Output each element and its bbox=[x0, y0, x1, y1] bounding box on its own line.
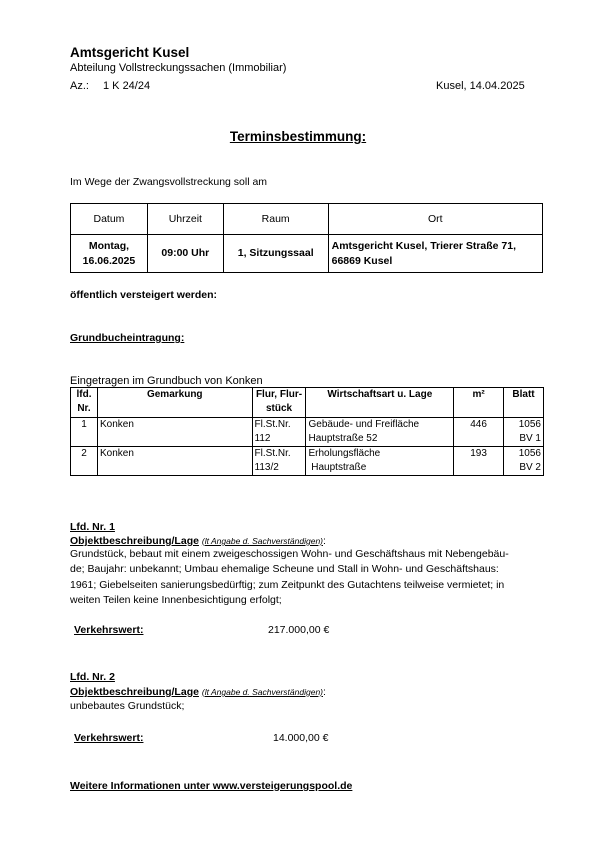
place-street: Amtsgericht Kusel, Trierer Straße 71, bbox=[331, 239, 517, 252]
object-label-note: (lt Angabe d. Sachverständigen) bbox=[201, 536, 323, 546]
header-flur-2: stück bbox=[265, 403, 293, 414]
description-line: weiten Teilen keine Innenbesichtigung erfolgt; bbox=[70, 593, 282, 606]
item-1-heading: Lfd. Nr. 1 bbox=[70, 521, 115, 533]
row-blatt-2: BV 2 bbox=[519, 462, 541, 473]
item-2-heading: Lfd. Nr. 2 bbox=[70, 671, 115, 683]
description-line: 1961; Giebelseiten sanierungsbedürftig; zum Zeitpunkt des Gutachtens teilweise vermietet; in bbox=[70, 578, 505, 591]
row-flur-1: Fl.St.Nr. bbox=[254, 448, 291, 459]
header-lfd bbox=[71, 388, 98, 418]
header-lfd-2: Nr. bbox=[77, 403, 91, 414]
item-2-object-label bbox=[70, 686, 326, 698]
land-registry-header-row bbox=[71, 388, 544, 418]
date-weekday: Montag, bbox=[88, 239, 130, 252]
file-number: 1 K 24/24 bbox=[103, 80, 151, 92]
object-label-text: Objektbeschreibung/Lage bbox=[70, 686, 199, 698]
item-1-value-label: Verkehrswert: bbox=[74, 624, 144, 636]
row-wirtschaft-1: Gebäude- und Freifläche bbox=[308, 419, 420, 430]
row-gemarkung: Konken bbox=[97, 418, 252, 447]
table-row bbox=[71, 418, 544, 447]
header-flur bbox=[252, 388, 306, 418]
object-label-colon: : bbox=[323, 535, 326, 547]
header-place: Ort bbox=[328, 204, 542, 235]
department: Abteilung Vollstreckungssachen (Immobiliar) bbox=[70, 62, 287, 74]
row-flur-1: Fl.St.Nr. bbox=[254, 419, 291, 430]
file-number-label: Az.: bbox=[70, 80, 89, 92]
object-label-text: Objektbeschreibung/Lage bbox=[70, 535, 199, 547]
object-label-colon: : bbox=[323, 686, 326, 698]
table-row bbox=[71, 447, 544, 476]
item-1-description bbox=[70, 547, 546, 608]
header-m2: m² bbox=[454, 388, 504, 418]
row-blatt-2: BV 1 bbox=[519, 433, 541, 444]
appointment-table bbox=[70, 203, 543, 273]
description-line: Grundstück, bebaut mit einem zweigeschossigen Wohn- und Geschäftshaus mit Nebengebäu- bbox=[70, 548, 509, 560]
row-flur bbox=[252, 418, 306, 447]
item-2-value-label: Verkehrswert: bbox=[74, 732, 144, 744]
description-line: de; Baujahr: unbekannt; Umbau ehemalige Scheune und Stall in Wohn- und Geschäftshaus: bbox=[70, 563, 499, 576]
row-gemarkung: Konken bbox=[97, 447, 252, 476]
document-title: Terminsbestimmung: bbox=[229, 129, 367, 144]
date-value: 16.06.2025 bbox=[82, 254, 136, 267]
row-flur-2: 112 bbox=[254, 433, 271, 444]
header-wirtschaft: Wirtschaftsart u. Lage bbox=[306, 388, 454, 418]
header-lfd-1: lfd. bbox=[76, 389, 92, 400]
appointment-date bbox=[71, 235, 148, 273]
item-1-value: 217.000,00 € bbox=[268, 624, 330, 636]
row-nr: 1 bbox=[71, 418, 98, 447]
header-date: Datum bbox=[71, 204, 148, 235]
land-registry-heading: Grundbucheintragung: bbox=[70, 332, 185, 344]
place-city: 66869 Kusel bbox=[331, 254, 393, 267]
appointment-row bbox=[71, 235, 543, 273]
item-2-description bbox=[70, 699, 546, 714]
land-registry-table bbox=[70, 387, 544, 476]
item-2-value: 14.000,00 € bbox=[273, 732, 329, 744]
row-wirtschaft bbox=[306, 418, 454, 447]
header-blatt: Blatt bbox=[504, 388, 544, 418]
place-date: Kusel, 14.04.2025 bbox=[436, 80, 525, 92]
more-info-link[interactable]: Weitere Informationen unter www.versteigerungspool.de bbox=[70, 780, 353, 792]
auction-text: öffentlich versteigert werden: bbox=[70, 289, 218, 301]
row-flur bbox=[252, 447, 306, 476]
row-blatt bbox=[504, 447, 544, 476]
appointment-header-row bbox=[71, 204, 543, 235]
row-blatt-1: 1056 bbox=[518, 448, 541, 459]
appointment-place bbox=[328, 235, 542, 273]
row-wirtschaft-1: Erholungsfläche bbox=[308, 448, 381, 459]
header-gemarkung: Gemarkung bbox=[97, 388, 252, 418]
description-line: unbebautes Grundstück; bbox=[70, 700, 185, 712]
object-label-note: (lt Angabe d. Sachverständigen) bbox=[201, 687, 323, 697]
row-wirtschaft-2: Hauptstraße bbox=[311, 462, 367, 473]
header-flur-1: Flur, Flur- bbox=[255, 389, 303, 400]
header-room: Raum bbox=[223, 204, 328, 235]
court-name: Amtsgericht Kusel bbox=[70, 45, 190, 60]
appointment-room: 1, Sitzungssaal bbox=[223, 235, 328, 273]
row-blatt-1: 1056 bbox=[518, 419, 541, 430]
row-wirtschaft-2: Hauptstraße 52 bbox=[308, 433, 378, 444]
row-m2: 193 bbox=[454, 447, 504, 476]
appointment-time: 09:00 Uhr bbox=[147, 235, 223, 273]
land-registry-source: Eingetragen im Grundbuch von Konken bbox=[70, 375, 263, 387]
row-wirtschaft bbox=[306, 447, 454, 476]
item-1-object-label bbox=[70, 535, 326, 547]
row-blatt bbox=[504, 418, 544, 447]
header-time: Uhrzeit bbox=[147, 204, 223, 235]
row-m2: 446 bbox=[454, 418, 504, 447]
row-nr: 2 bbox=[71, 447, 98, 476]
intro-text: Im Wege der Zwangsvollstreckung soll am bbox=[70, 176, 268, 188]
row-flur-2: 113/2 bbox=[254, 462, 279, 473]
